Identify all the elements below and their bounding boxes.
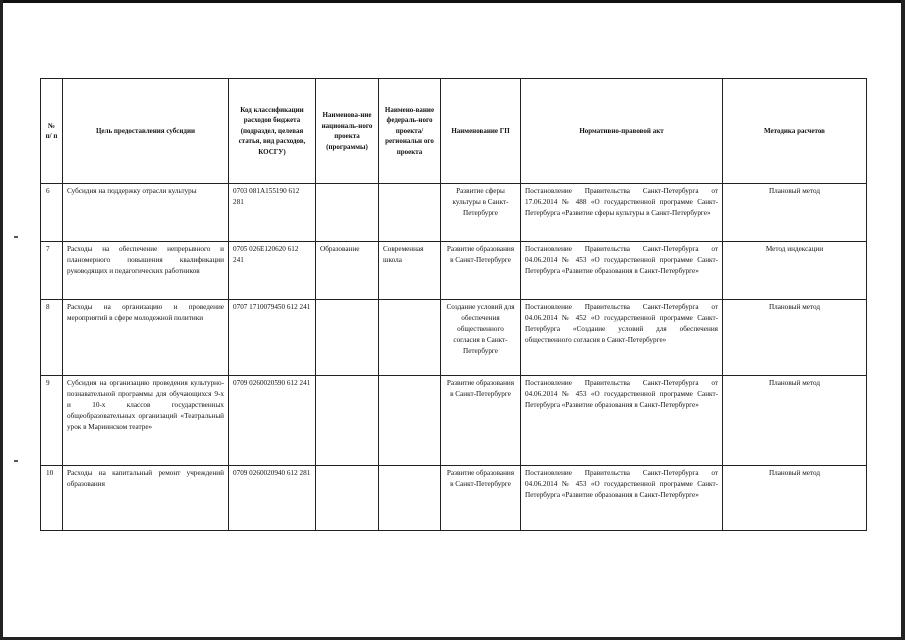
cell-num: 6 [41, 184, 63, 242]
cell-num: 8 [41, 300, 63, 376]
cell-national-project [316, 466, 379, 531]
cell-code: 0705 026E120620 612 241 [229, 242, 316, 300]
scan-edge-top [0, 0, 905, 3]
cell-num: 9 [41, 376, 63, 466]
header-federal-project: Наимено-вание федераль-ного проекта/ региональн ого проекта [379, 79, 441, 184]
header-legal-act: Нормативно-правовой акт [521, 79, 723, 184]
cell-gp: Создание условий для обеспечения общественного согласия в Санкт-Петербурге [441, 300, 521, 376]
cell-legal-act: Постановление Правительства Санкт-Петербурга от 04.06.2014 № 452 «О государственной программе Санкт-Петербурга «Создание условий для обеспечения общественного согласия в Санкт-Петербурге» [521, 300, 723, 376]
header-gp: Наименование ГП [441, 79, 521, 184]
table-row [41, 184, 867, 242]
cell-goal: Расходы на организацию и проведение мероприятий в сфере молодежной политики [63, 300, 229, 376]
cell-gp: Развитие образования в Санкт-Петербурге [441, 376, 521, 466]
header-national-project: Наименова-ние националь-ного проекта (программы) [316, 79, 379, 184]
table-header-row [41, 79, 867, 184]
cell-num: 7 [41, 242, 63, 300]
cell-federal-project [379, 300, 441, 376]
cell-federal-project [379, 376, 441, 466]
scan-edge-left [0, 0, 3, 640]
cell-national-project [316, 376, 379, 466]
cell-federal-project [379, 184, 441, 242]
cell-method: Плановый метод [723, 376, 867, 466]
cell-federal-project: Современная школа [379, 242, 441, 300]
cell-goal: Расходы на капитальный ремонт учреждений образования [63, 466, 229, 531]
table-row [41, 376, 867, 466]
cell-legal-act: Постановление Правительства Санкт-Петербурга от 04.06.2014 № 453 «О государственной программе Санкт-Петербурга «Развитие образования в Санкт-Петербурге» [521, 376, 723, 466]
subsidy-table [40, 78, 867, 531]
cell-code: 0709 0260020940 612 281 [229, 466, 316, 531]
cell-national-project [316, 184, 379, 242]
cell-method: Плановый метод [723, 466, 867, 531]
header-code: Код классификации расходов бюджета (подраздел, целевая статья, вид расходов, КОСГУ) [229, 79, 316, 184]
cell-federal-project [379, 466, 441, 531]
cell-gp: Развитие образования в Санкт-Петербурге [441, 466, 521, 531]
table-row [41, 242, 867, 300]
cell-legal-act: Постановление Правительства Санкт-Петербурга от 04.06.2014 № 453 «О государственной программе Санкт-Петербурга «Развитие образования в Санкт-Петербурге» [521, 242, 723, 300]
table-row [41, 466, 867, 531]
cell-legal-act: Постановление Правительства Санкт-Петербурга от 17.06.2014 № 488 «О государственной программе Санкт-Петербурга «Развитие сферы культуры в Санкт-Петербурге» [521, 184, 723, 242]
cell-method: Плановый метод [723, 184, 867, 242]
scan-mark [14, 460, 18, 462]
header-method: Методика расчетов [723, 79, 867, 184]
cell-national-project: Образование [316, 242, 379, 300]
cell-goal: Расходы на обеспечение непрерывного и планомерного повышения квалификации руководящих и педагогических работников [63, 242, 229, 300]
cell-gp: Развитие сферы культуры в Санкт-Петербурге [441, 184, 521, 242]
scan-edge-right [901, 0, 905, 640]
cell-method: Метод индексации [723, 242, 867, 300]
scan-mark [14, 236, 18, 238]
cell-num: 10 [41, 466, 63, 531]
cell-code: 0707 1710079450 612 241 [229, 300, 316, 376]
cell-goal: Субсидия на организацию проведения культурно-познавательной программы для обучающихся 9-х и 10-х классов государственных общеобразовательных организаций «Театральный урок в Мариинском театре» [63, 376, 229, 466]
table-row [41, 300, 867, 376]
cell-goal: Субсидия на поддержку отрасли культуры [63, 184, 229, 242]
cell-method: Плановый метод [723, 300, 867, 376]
cell-legal-act: Постановление Правительства Санкт-Петербурга от 04.06.2014 № 453 «О государственной программе Санкт-Петербурга «Развитие образования в Санкт-Петербурге» [521, 466, 723, 531]
cell-national-project [316, 300, 379, 376]
cell-gp: Развитие образования в Санкт-Петербурге [441, 242, 521, 300]
header-num: № п/ п [41, 79, 63, 184]
header-goal: Цель предоставления субсидии [63, 79, 229, 184]
cell-code: 0709 0260020590 612 241 [229, 376, 316, 466]
cell-code: 0703 081A155190 612 281 [229, 184, 316, 242]
